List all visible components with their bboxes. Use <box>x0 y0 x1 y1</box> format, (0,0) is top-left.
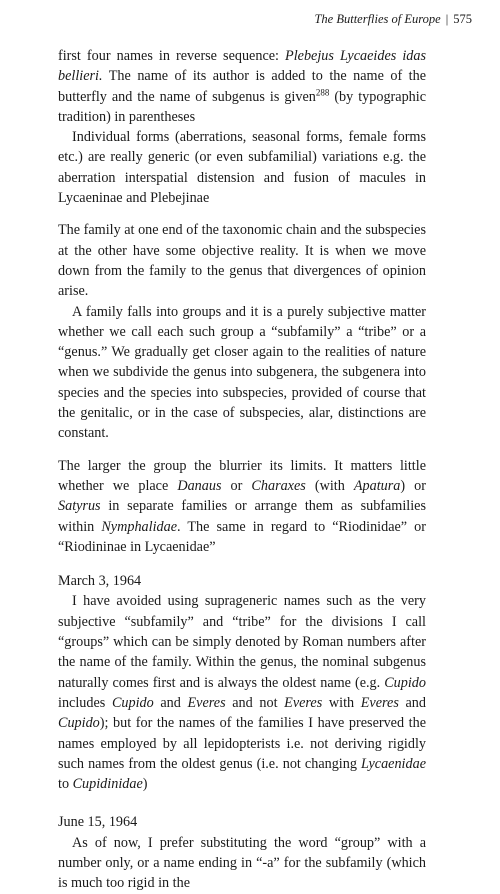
text-run: in separate families or arrange them as subfamilies within <box>58 498 426 535</box>
text-run: ) <box>142 776 148 793</box>
paragraph-3: The family at one end of the taxonomic chain and the subspecies at the other have some objective reality. It is when we move down from the family to the genus that divergences of opinion arise. <box>58 222 426 300</box>
taxon-name: Cupido <box>111 694 154 711</box>
taxon-name: Everes <box>360 694 399 711</box>
paragraph-7: As of now, I prefer substituting the word “group” with a number only, or a name ending in “-a” for the subfamily (which is much too rigid in the <box>58 834 426 892</box>
taxon-name: Danaus <box>177 477 222 494</box>
taxon-name: Cupido <box>58 715 100 732</box>
footnote-marker: 288 <box>315 86 330 97</box>
taxon-name: Plebejus Lycaeides idas bellieri. <box>58 48 426 85</box>
text-run: I have avoided using suprageneric names such as the very subjective “subfamily” and “tribe” for the divisions I call “groups” which can be simply denoted by Roman numbers after the name of the family. Within the genus, the nominal subgenus naturally comes first and is always the oldest name (e.g. <box>58 593 426 691</box>
running-head-title: The Butterflies of Europe <box>314 12 441 26</box>
taxon-name: Lycaenidae <box>361 755 426 772</box>
text-run: ); but for the names of the families I have preserved the names employed by all lepidopterists i.e. not deriving rigidly such names from the oldest genus (i.e. not changing <box>58 715 426 772</box>
diary-date-2: June 15, 1964 <box>58 814 138 831</box>
body-text <box>58 46 426 894</box>
paragraph-1 <box>58 46 426 127</box>
text-run: and <box>398 694 426 711</box>
taxon-name: Satyrus <box>58 498 101 515</box>
running-head <box>314 12 472 27</box>
text-run: with <box>322 694 361 711</box>
text-run: (by typographic tradition) in parentheses <box>58 88 426 125</box>
taxon-name: Everes <box>284 694 323 711</box>
diary-date-1: March 3, 1964 <box>58 573 142 590</box>
text-run: and not <box>225 694 285 711</box>
paragraph-2: Individual forms (aberrations, seasonal forms, female forms etc.) are really generic (or even subfamilial) variations e.g. the aberration interspatial distension and fusion of macules in Lycaeninae and Plebejinae <box>58 129 426 207</box>
paragraph-6 <box>58 591 426 794</box>
text-run: ) or <box>400 477 426 494</box>
taxon-name: Cupidinidae <box>72 776 143 793</box>
text-run: The larger the group the blurrier its limits. It matters little whether we place <box>58 457 426 494</box>
taxon-name: Nymphalidae <box>101 518 177 535</box>
text-run: or <box>221 477 252 494</box>
text-run: and <box>153 694 188 711</box>
text-run: includes <box>58 694 112 711</box>
text-run: The name of its author is added to the name of the butterfly and the name of subgenus is given <box>58 68 426 105</box>
paragraph-4: A family falls into groups and it is a purely subjective matter whether we call each such group a “subfamily” a “tribe” or a “genus.” We gradually get closer again to the realities of nature when we subdivide the genus into subgenera, the subgenera into species and the species into subspecies, provided of course that the genitalic, or in the case of subspecies, alar, distinctions are constant. <box>58 303 426 442</box>
page-number: 575 <box>453 12 472 26</box>
taxon-name: Charaxes <box>251 477 306 494</box>
paragraph-5 <box>58 456 426 557</box>
text-run: first four names in reverse sequence: <box>58 48 286 64</box>
text-run: to <box>58 776 73 793</box>
text-run: . The same in regard to “Riodinidae” or “Riodininae in Lycaenidae” <box>58 518 426 555</box>
taxon-name: Cupido <box>384 674 426 691</box>
taxon-name: Apatura <box>353 477 401 494</box>
taxon-name: Everes <box>187 694 226 711</box>
text-run: (with <box>305 477 354 494</box>
running-head-separator: | <box>445 12 449 26</box>
